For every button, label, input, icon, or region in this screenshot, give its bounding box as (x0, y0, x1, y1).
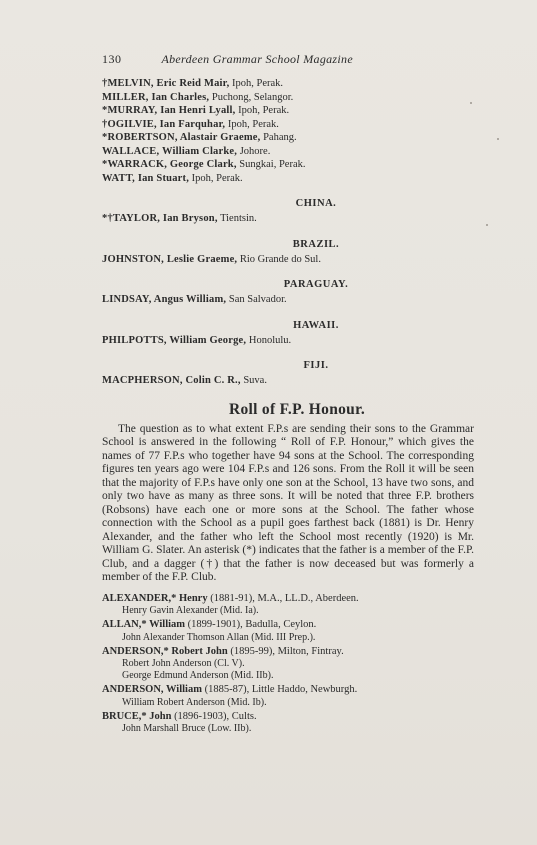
list-item: BRUCE,* John (1896-1903), Cults. John Marshall Bruce (Low. IIb). (102, 711, 478, 736)
list-item: *ROBERTSON, Alastair Graeme, Pahang. (102, 132, 297, 143)
malaya-list (102, 77, 478, 185)
paper-speck (486, 224, 488, 226)
list-item: ANDERSON,* Robert John (1895-99), Milton, Fintray. Robert John Anderson (Cl. V). George Edmund Anderson (Mid. IIb). (102, 646, 478, 683)
page-header (102, 52, 432, 67)
list-item: WATT, Ian Stuart, Ipoh, Perak. (102, 172, 243, 184)
son-name: William Robert Anderson (Mid. Ib). (122, 696, 267, 708)
son-name: John Alexander Thomson Allan (Mid. III Prep.). (122, 631, 316, 643)
body-paragraph: The question as to what extent F.P.s are sending their sons to the Grammar School is answered in the following “ Roll of F.P. Honour,” which gives the names of 77 F.P.s who together have 94 sons at the School. The corresponding figures ten years ago were 104 F.P.s and 126 sons. From the Roll it will be seen that the majority of F.P.s have only one son at the School, 13 have two sons, and only two have as many as three sons. It will be noted that three F.P. brothers (Robsons) have each one or more sons at the School. The father whose connection with the School as a pupil goes farthest back (1881) is Dr. Henry Alexander, and the father who left the School most recently (1920) is Mr. William G. Slater. An asterisk (*) indicates that the father is a member of the F.P. Club, and a dagger (†) that the father is now deceased but was formerly a member of the F.P. Club. (102, 422, 474, 583)
region-heading-brazil: BRAZIL. (292, 238, 340, 250)
region-heading-fiji: FIJI. (303, 360, 329, 371)
list-item: †OGILVIE, Ian Farquhar, Ipoh, Perak. (102, 118, 279, 130)
magazine-title: Aberdeen Grammar School Magazine (161, 52, 353, 66)
son-name: George Edmund Anderson (Mid. IIb). (122, 670, 274, 681)
list-item: JOHNSTON, Leslie Graeme, Rio Grande do Sul. (102, 253, 321, 265)
honour-list (102, 593, 478, 736)
list-item: MACPHERSON, Colin C. R., Suva. (102, 375, 267, 386)
list-item: LINDSAY, Angus William, San Salvador. (102, 294, 287, 305)
list-item: †MELVIN, Eric Reid Mair, Ipoh, Perak. (102, 78, 284, 89)
region-heading-china: CHINA. (295, 198, 337, 209)
list-item: ALEXANDER,* Henry (1881-91), M.A., LL.D., Aberdeen. Henry Gavin Alexander (Mid. Ia). (102, 593, 478, 618)
son-name: Henry Gavin Alexander (Mid. Ia). (122, 605, 259, 616)
son-name: John Marshall Bruce (Low. IIb). (122, 723, 252, 734)
region-heading-hawaii: HAWAII. (293, 319, 339, 331)
paper-speck (497, 138, 499, 140)
list-item: MILLER, Ian Charles, Puchong, Selangor. (102, 91, 294, 103)
page-content (102, 77, 478, 737)
list-item: *WARRACK, George Clark, Sungkai, Perak. (102, 159, 306, 170)
list-item: ANDERSON, William (1885-87), Little Haddo, Newburgh. William Robert Anderson (Mid. Ib). (102, 684, 478, 709)
region-heading-paraguay: PARAGUAY. (283, 279, 349, 290)
list-item: *†TAYLOR, Ian Bryson, Tientsin. (102, 213, 257, 224)
list-item: WALLACE, William Clarke, Johore. (102, 145, 271, 157)
son-name: Robert John Anderson (Cl. V). (122, 658, 245, 669)
list-item: *MURRAY, Ian Henri Lyall, Ipoh, Perak. (102, 105, 290, 116)
page-number: 130 (102, 52, 122, 66)
list-item: ALLAN,* William (1899-1901), Badulla, Ceylon. John Alexander Thomson Allan (Mid. III Prep.). (102, 619, 478, 644)
paper-speck (470, 102, 472, 104)
list-item: PHILPOTTS, William George, Honolulu. (102, 334, 292, 346)
section-title: Roll of F.P. Honour. (228, 400, 366, 418)
